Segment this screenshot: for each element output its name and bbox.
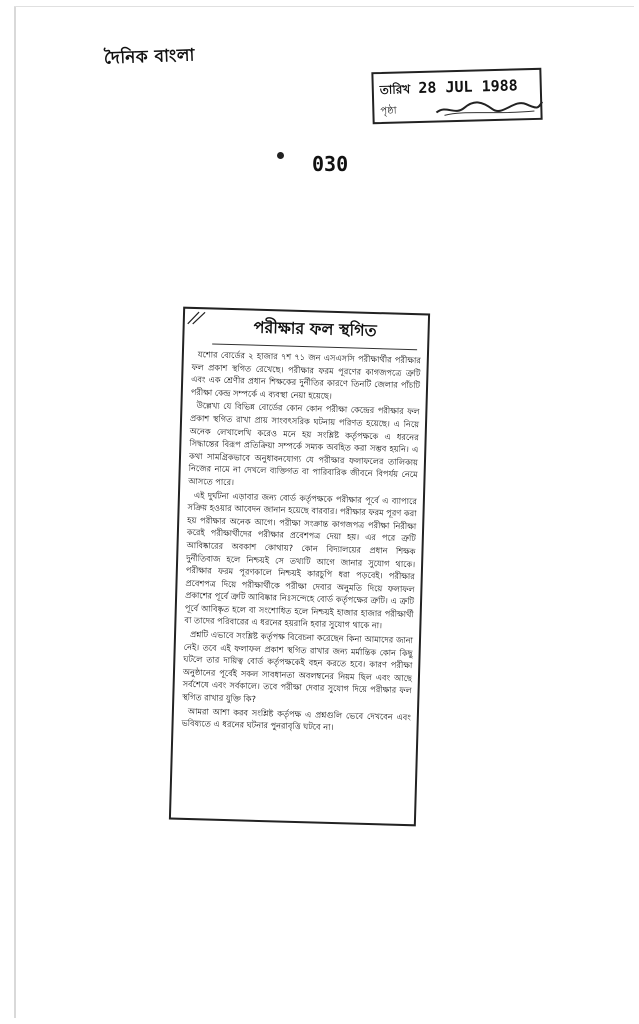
newspaper-masthead: দৈনিক বাংলা [103,45,196,69]
article-paragraph: উল্লেখ্য যে বিভিন্ন বোর্ডের কোন কোন পরীক্ষা কেন্দ্রের পরীক্ষার ফল প্রকাশ স্থগিত রাখা প্রায় সাংবৎসরিক ঘটনায় পরিণত হয়েছে। এ নিয়ে অনেক লেখালেখি করেও মনে হয় সংশ্লিষ্ট কর্তৃপক্ষকে এ ধরনের সিদ্ধান্তের বিরূপ প্রতিক্রিয়া সম্পর্কে সম্যক অবহিত করা সম্ভব হয়নি। এ কথা সামগ্রিকভাবে অনুধাবনযোগ্য যে পরীক্ষার ফলাফলের তালিকায় নিজের নামে না দেখলে ব্যক্তিগত বা পারিবারিক জীবনে বিপর্যয় নেমে আসতে পারে। [188,400,420,488]
article-paragraph: প্রশ্নটি এভাবে সংশ্লিষ্ট কর্তৃপক্ষ বিবেচনা করেছেন কিনা আমাদের জানা নেই। তবে এই ফলাফল প্রকাশ স্থগিত রাখার জন্য মর্মান্তিক কোন কিছু ঘটলে তার দায়িত্ব বোর্ড কর্তৃপক্ষকেই বহন করতে হবে। কারণ পরীক্ষা অনুষ্ঠানের পূর্বেই সকল সাবধানতা অবলম্বনের নিয়ম ছিল এবং আছে সর্বশেষে এবং সর্বকালে। তবে পরীক্ষা দেবার সুযোগ দিয়ে পরীক্ষার ফল স্থগিত রাখার যুক্তি কি? [182,629,414,704]
page-number: 030 [312,152,349,176]
article-paragraph: আমরা আশা করব সংশ্লিষ্ট কর্তৃপক্ষ এ প্রশ্নগুলি ভেবে দেখবেন এবং ভবিষ্যতে এ ধরনের ঘটনার পুনরাবৃত্তি ঘটবে না। [181,705,411,733]
article-paragraph: এই দুর্ঘটনা এড়াবার জন্য বোর্ড কর্তৃপক্ষকে পরীক্ষার পূর্বে এ ব্যাপারে সক্রিয় হওয়ার আবেদন জানান হয়েছে বারবার। পরীক্ষার ফরম পূরণ করা হয় পরীক্ষার অনেক আগে। পরীক্ষা সংক্রান্ত কাগজপত্র পরীক্ষা নিরীক্ষা করেই পরীক্ষার্থীদের পরীক্ষার প্রবেশপত্র দেয়া হয়। এর পরে ত্রুটি আবিষ্কারের অবকাশ কোথায়? কোন বিদ্যালয়ের প্রধান শিক্ষক দুর্নীতিবাজ হলে নিশ্চয়ই সে তথ্যটি আগে জানার সুযোগ থাকে। পরীক্ষার ফরম পূরণকালে নিশ্চয়ই কারচুপি ধরা পড়বেই। পরীক্ষার প্রবেশপত্র দিয়ে পরীক্ষার্থীকে পরীক্ষা দেবার অনুমতি দিয়ে ফলাফল প্রকাশের পূর্বে ত্রুটি আবিষ্কার নিঃসন্দেহে বোর্ড কর্তৃপক্ষের ত্রুটি। এ ত্রুটি পূর্বে আবিষ্কৃত হলে বা সংশোধিত হলে নিশ্চয়ই হাজার হাজার পরীক্ষার্থী বা তাদের পরিবারের এ ধরনের হয়রানি হবার সুযোগ থাকে না। [184,489,418,631]
date-stamp [371,68,542,124]
page-edge-shadow [14,6,16,1018]
handwritten-scribble-icon [434,94,545,119]
stamp-date-label: তারিখ [379,82,411,98]
page-edge-shadow-top [14,6,634,7]
newspaper-clipping [169,307,430,827]
stamp-date-value: 28 JUL 1988 [418,76,518,98]
stamp-page-row [380,104,397,121]
corner-fold-icon [187,311,211,326]
article-headline: পরীক্ষার ফল স্থগিত [212,313,418,350]
article-body [173,348,427,736]
stamp-page-label: পৃষ্ঠা [380,105,397,118]
article-paragraph: যশোর বোর্ডের ২ হাজার ৭শ ৭১ জন এসএসসি পরীক্ষার্থীর পরীক্ষার ফল প্রকাশ স্থগিত রেখেছে। পরীক্ষার ফরম পূরণের কাগজপত্রে ত্রুটি এবং এক শ্রেণীর প্রধান শিক্ষকের দুর্নীতির কারণে তিনটি জেলার পাঁচটি পরীক্ষা কেন্দ্র সম্পর্কে এ ব্যবস্থা নেয়া হয়েছে। [190,349,421,401]
ink-blot [277,152,284,159]
